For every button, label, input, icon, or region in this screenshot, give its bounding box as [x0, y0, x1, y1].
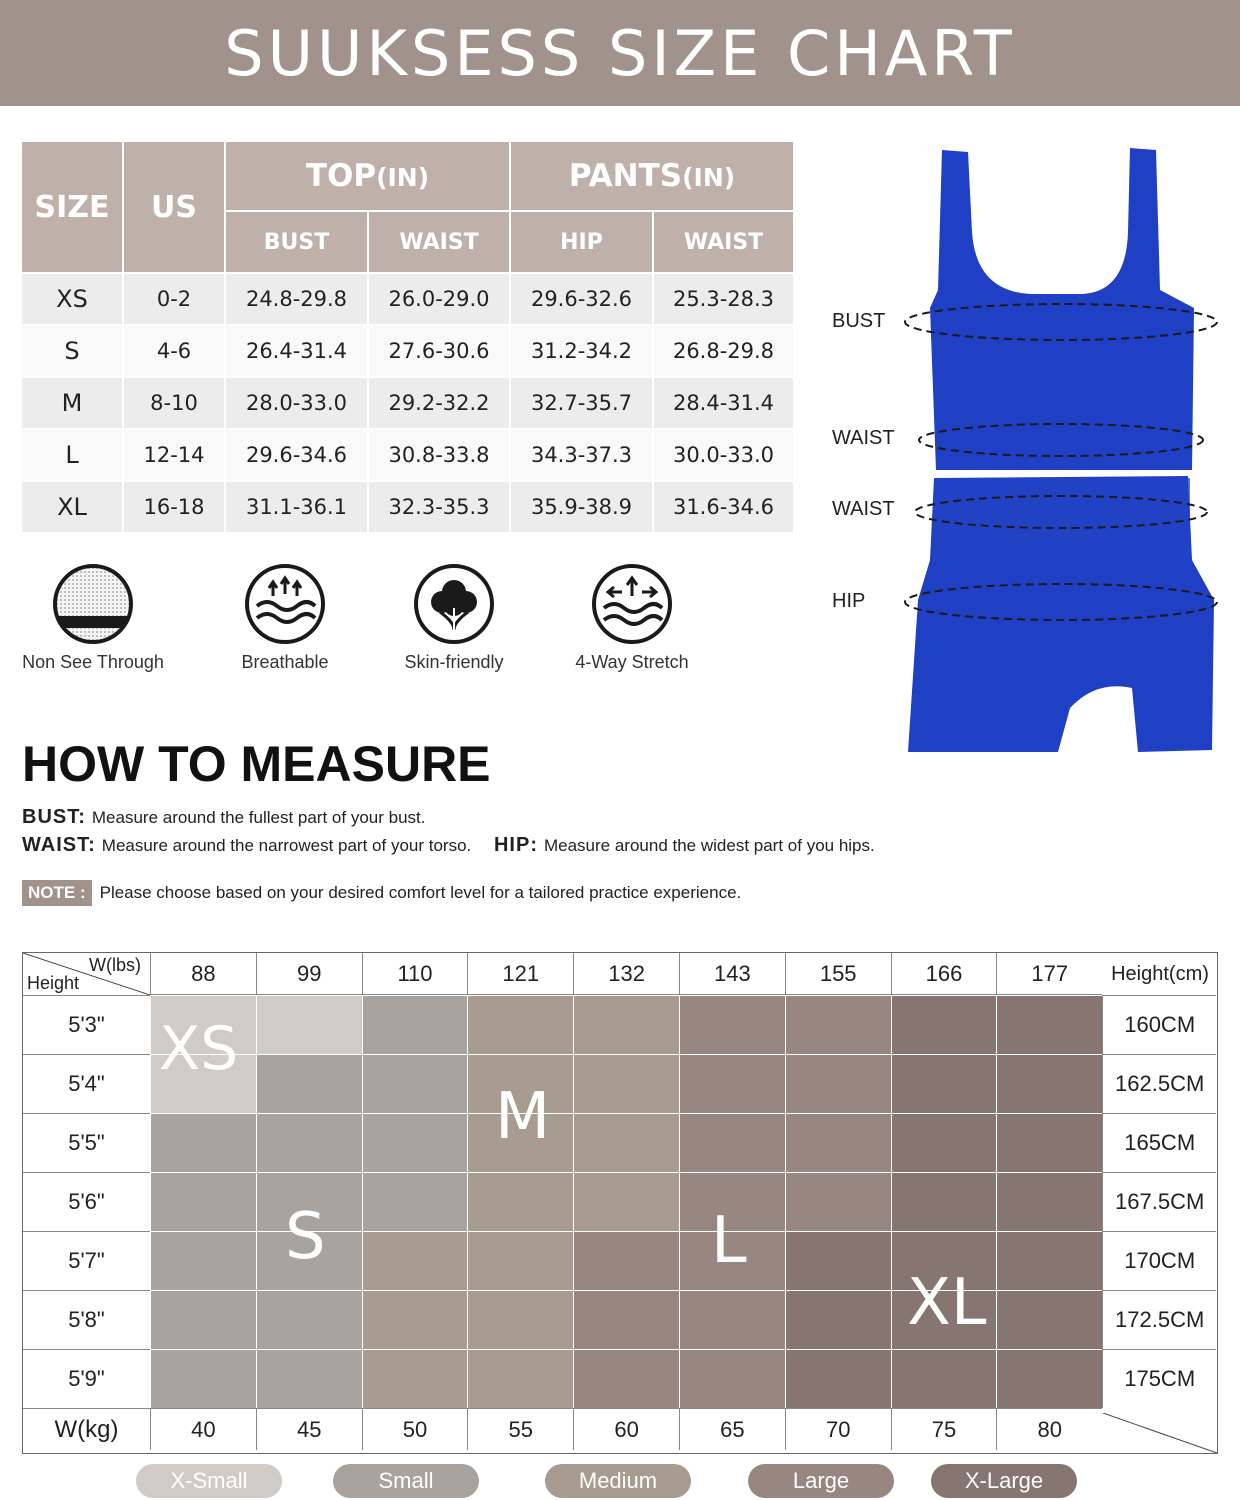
size-cell [785, 1290, 891, 1349]
size-cell [362, 1172, 468, 1231]
cell-size: S [22, 326, 124, 378]
weight-kg-value: 40 [150, 1408, 256, 1450]
size-table [22, 142, 795, 534]
cell-top-waist: 32.3-35.3 [369, 482, 511, 534]
size-cell [573, 1231, 679, 1290]
cell-pants-waist: 28.4-31.4 [654, 378, 795, 430]
waist-term: WAIST: [22, 834, 96, 856]
weight-kg-label: W(kg) [23, 1408, 150, 1450]
size-cell [150, 1172, 256, 1231]
table-row [22, 326, 795, 378]
cell-pants-waist: 31.6-34.6 [654, 482, 795, 534]
cell-hip: 35.9-38.9 [511, 482, 654, 534]
title-banner [0, 0, 1240, 106]
weight-kg-value: 50 [362, 1408, 468, 1450]
note-line [22, 880, 741, 906]
size-cell [467, 1231, 573, 1290]
size-cell [679, 1113, 785, 1172]
cell-bust: 28.0-33.0 [226, 378, 369, 430]
cell-us: 16-18 [124, 482, 226, 534]
header-top-label: TOP [305, 158, 377, 194]
cell-us: 4-6 [124, 326, 226, 378]
cell-top-waist: 27.6-30.6 [369, 326, 511, 378]
feature-label: 4-Way Stretch [575, 652, 689, 672]
size-cell [256, 995, 362, 1054]
header-bust: BUST [226, 212, 369, 274]
size-cell [467, 1172, 573, 1231]
size-cell [679, 1054, 785, 1113]
cell-size: XL [22, 482, 124, 534]
table-row [22, 482, 795, 534]
size-cell [467, 995, 573, 1054]
bust-label: BUST [832, 310, 886, 332]
height-ft-label: 5'8" [23, 1290, 150, 1349]
cell-hip: 34.3-37.3 [511, 430, 654, 482]
size-cell [996, 1290, 1102, 1349]
weight-kg-value: 55 [467, 1408, 573, 1450]
bust-term: BUST: [22, 806, 86, 828]
height-ft-label: 5'3" [23, 995, 150, 1054]
size-cell [679, 1290, 785, 1349]
bottom-right-diagonal [1103, 1413, 1217, 1453]
page-title: SUUKSESS SIZE CHART [224, 16, 1016, 90]
size-zone-label: S [285, 1200, 326, 1274]
header-pants-waist: WAIST [654, 212, 795, 274]
size-cell [362, 1113, 468, 1172]
cell-pants-waist: 25.3-28.3 [654, 274, 795, 326]
sports-bra-shape [930, 148, 1194, 470]
note-text: Please choose based on your desired comfort level for a tailored practice experience. [99, 883, 742, 902]
size-cell [891, 1172, 997, 1231]
size-cell [362, 1231, 468, 1290]
height-cm-label: 165CM [1102, 1113, 1216, 1172]
corner-weight-label: W(lbs) [89, 955, 141, 975]
legend-x-small: X-Small [136, 1464, 282, 1498]
weight-kg-value: 80 [996, 1408, 1102, 1450]
hip-term: HIP: [493, 834, 538, 856]
feature-4-way-stretch [566, 562, 698, 673]
cell-us: 8-10 [124, 378, 226, 430]
size-cell [891, 1113, 997, 1172]
hip-text: Measure around the widest part of you hips. [543, 836, 875, 855]
bust-instruction [22, 806, 425, 829]
header-top-unit: (IN) [376, 163, 430, 192]
feature-label: Non See Through [22, 652, 164, 672]
waist-hip-instruction [22, 834, 875, 857]
weight-lbs-header: 121 [467, 953, 573, 995]
table-row [22, 378, 795, 430]
how-to-measure-title: HOW TO MEASURE [22, 736, 491, 792]
stretch-arrows-icon [590, 562, 674, 646]
height-ft-label: 5'6" [23, 1172, 150, 1231]
height-ft-label: 5'4" [23, 1054, 150, 1113]
cell-hip: 29.6-32.6 [511, 274, 654, 326]
cell-bust: 31.1-36.1 [226, 482, 369, 534]
feature-breathable [220, 562, 350, 673]
weight-kg-value: 65 [679, 1408, 785, 1450]
bust-text: Measure around the fullest part of your bust. [91, 808, 426, 827]
feature-non-see-through [20, 562, 166, 673]
size-cell [785, 1054, 891, 1113]
size-cell [996, 1172, 1102, 1231]
size-cell [996, 1231, 1102, 1290]
header-us: US [124, 142, 226, 274]
cotton-flower-icon [412, 562, 496, 646]
size-cell [785, 1172, 891, 1231]
weight-lbs-header: 143 [679, 953, 785, 995]
size-cell [785, 1231, 891, 1290]
weight-kg-value: 70 [785, 1408, 891, 1450]
pants-waist-label: WAIST [832, 498, 895, 520]
size-cell [362, 1290, 468, 1349]
weight-lbs-header: 166 [891, 953, 997, 995]
fabric-circle-icon [51, 562, 135, 646]
size-cell [256, 1054, 362, 1113]
height-cm-label: 162.5CM [1102, 1054, 1216, 1113]
size-cell [467, 1290, 573, 1349]
size-cell [573, 1113, 679, 1172]
height-cm-label: 175CM [1102, 1349, 1216, 1408]
weight-kg-value: 60 [573, 1408, 679, 1450]
height-cm-label: 167.5CM [1102, 1172, 1216, 1231]
height-weight-chart [22, 952, 1218, 1454]
size-cell [573, 1290, 679, 1349]
size-cell [996, 995, 1102, 1054]
header-size: SIZE [22, 142, 124, 274]
header-top-waist: WAIST [369, 212, 511, 274]
hip-label: HIP [832, 590, 866, 612]
size-cell [785, 1113, 891, 1172]
size-cell [150, 1231, 256, 1290]
height-cm-label: 172.5CM [1102, 1290, 1216, 1349]
header-top [226, 142, 511, 212]
legend-large: Large [748, 1464, 894, 1498]
size-cell [573, 1349, 679, 1408]
cell-size: M [22, 378, 124, 430]
size-cell [362, 1349, 468, 1408]
header-pants-unit: (IN) [682, 163, 736, 192]
height-cm-header: Height(cm) [1111, 962, 1209, 985]
cell-us: 0-2 [124, 274, 226, 326]
size-cell [573, 1172, 679, 1231]
weight-lbs-header: 110 [362, 953, 468, 995]
size-cell [785, 1349, 891, 1408]
height-cm-label: 170CM [1102, 1231, 1216, 1290]
size-cell [573, 995, 679, 1054]
size-zone-label: L [711, 1204, 747, 1278]
legend-x-large: X-Large [931, 1464, 1077, 1498]
weight-lbs-header: 132 [573, 953, 679, 995]
size-cell [150, 1290, 256, 1349]
height-ft-label: 5'9" [23, 1349, 150, 1408]
table-row [22, 274, 795, 326]
weight-lbs-header: 155 [785, 953, 891, 995]
size-cell [785, 995, 891, 1054]
size-zone-label: M [495, 1080, 551, 1154]
cell-top-waist: 26.0-29.0 [369, 274, 511, 326]
size-cell [891, 1054, 997, 1113]
height-ft-label: 5'7" [23, 1231, 150, 1290]
size-cell [467, 1349, 573, 1408]
garment-svg [826, 140, 1236, 760]
table-row [22, 430, 795, 482]
size-cell [996, 1054, 1102, 1113]
weight-lbs-header: 99 [256, 953, 362, 995]
header-hip: HIP [511, 212, 654, 274]
legend-small: Small [333, 1464, 479, 1498]
size-cell [150, 1113, 256, 1172]
note-badge: NOTE : [22, 880, 92, 906]
weight-kg-value: 45 [256, 1408, 362, 1450]
cell-hip: 32.7-35.7 [511, 378, 654, 430]
feature-skin-friendly [392, 562, 516, 673]
feature-label: Skin-friendly [404, 652, 504, 672]
weight-kg-value: 75 [891, 1408, 997, 1450]
size-cell [256, 1349, 362, 1408]
size-cell [891, 995, 997, 1054]
cell-size: L [22, 430, 124, 482]
size-zone-label: XS [159, 1014, 239, 1084]
header-pants [511, 142, 795, 212]
header-pants-label: PANTS [568, 158, 683, 194]
size-cell [362, 995, 468, 1054]
size-cell [679, 1349, 785, 1408]
corner-height-label: Height [27, 973, 80, 993]
breathable-waves-icon [243, 562, 327, 646]
cell-hip: 31.2-34.2 [511, 326, 654, 378]
legend-medium: Medium [545, 1464, 691, 1498]
size-cell [573, 1054, 679, 1113]
height-cm-label: 160CM [1102, 995, 1216, 1054]
size-cell [679, 995, 785, 1054]
cell-bust: 24.8-29.8 [226, 274, 369, 326]
size-cell [362, 1054, 468, 1113]
cell-pants-waist: 30.0-33.0 [654, 430, 795, 482]
top-waist-label: WAIST [832, 427, 895, 449]
size-zone-label: XL [907, 1266, 987, 1340]
size-cell [891, 1349, 997, 1408]
feature-label: Breathable [241, 652, 329, 672]
cell-top-waist: 29.2-32.2 [369, 378, 511, 430]
size-cell [996, 1349, 1102, 1408]
cell-bust: 29.6-34.6 [226, 430, 369, 482]
size-cell [996, 1113, 1102, 1172]
cell-size: XS [22, 274, 124, 326]
cell-bust: 26.4-31.4 [226, 326, 369, 378]
size-cell [256, 1290, 362, 1349]
weight-lbs-header: 177 [996, 953, 1102, 995]
weight-lbs-header: 88 [150, 953, 256, 995]
cell-top-waist: 30.8-33.8 [369, 430, 511, 482]
cell-pants-waist: 26.8-29.8 [654, 326, 795, 378]
cell-us: 12-14 [124, 430, 226, 482]
garment-illustration [826, 140, 1236, 760]
waist-text: Measure around the narrowest part of your torso. [101, 836, 472, 855]
size-cell [150, 1349, 256, 1408]
size-cell [256, 1113, 362, 1172]
height-ft-label: 5'5" [23, 1113, 150, 1172]
